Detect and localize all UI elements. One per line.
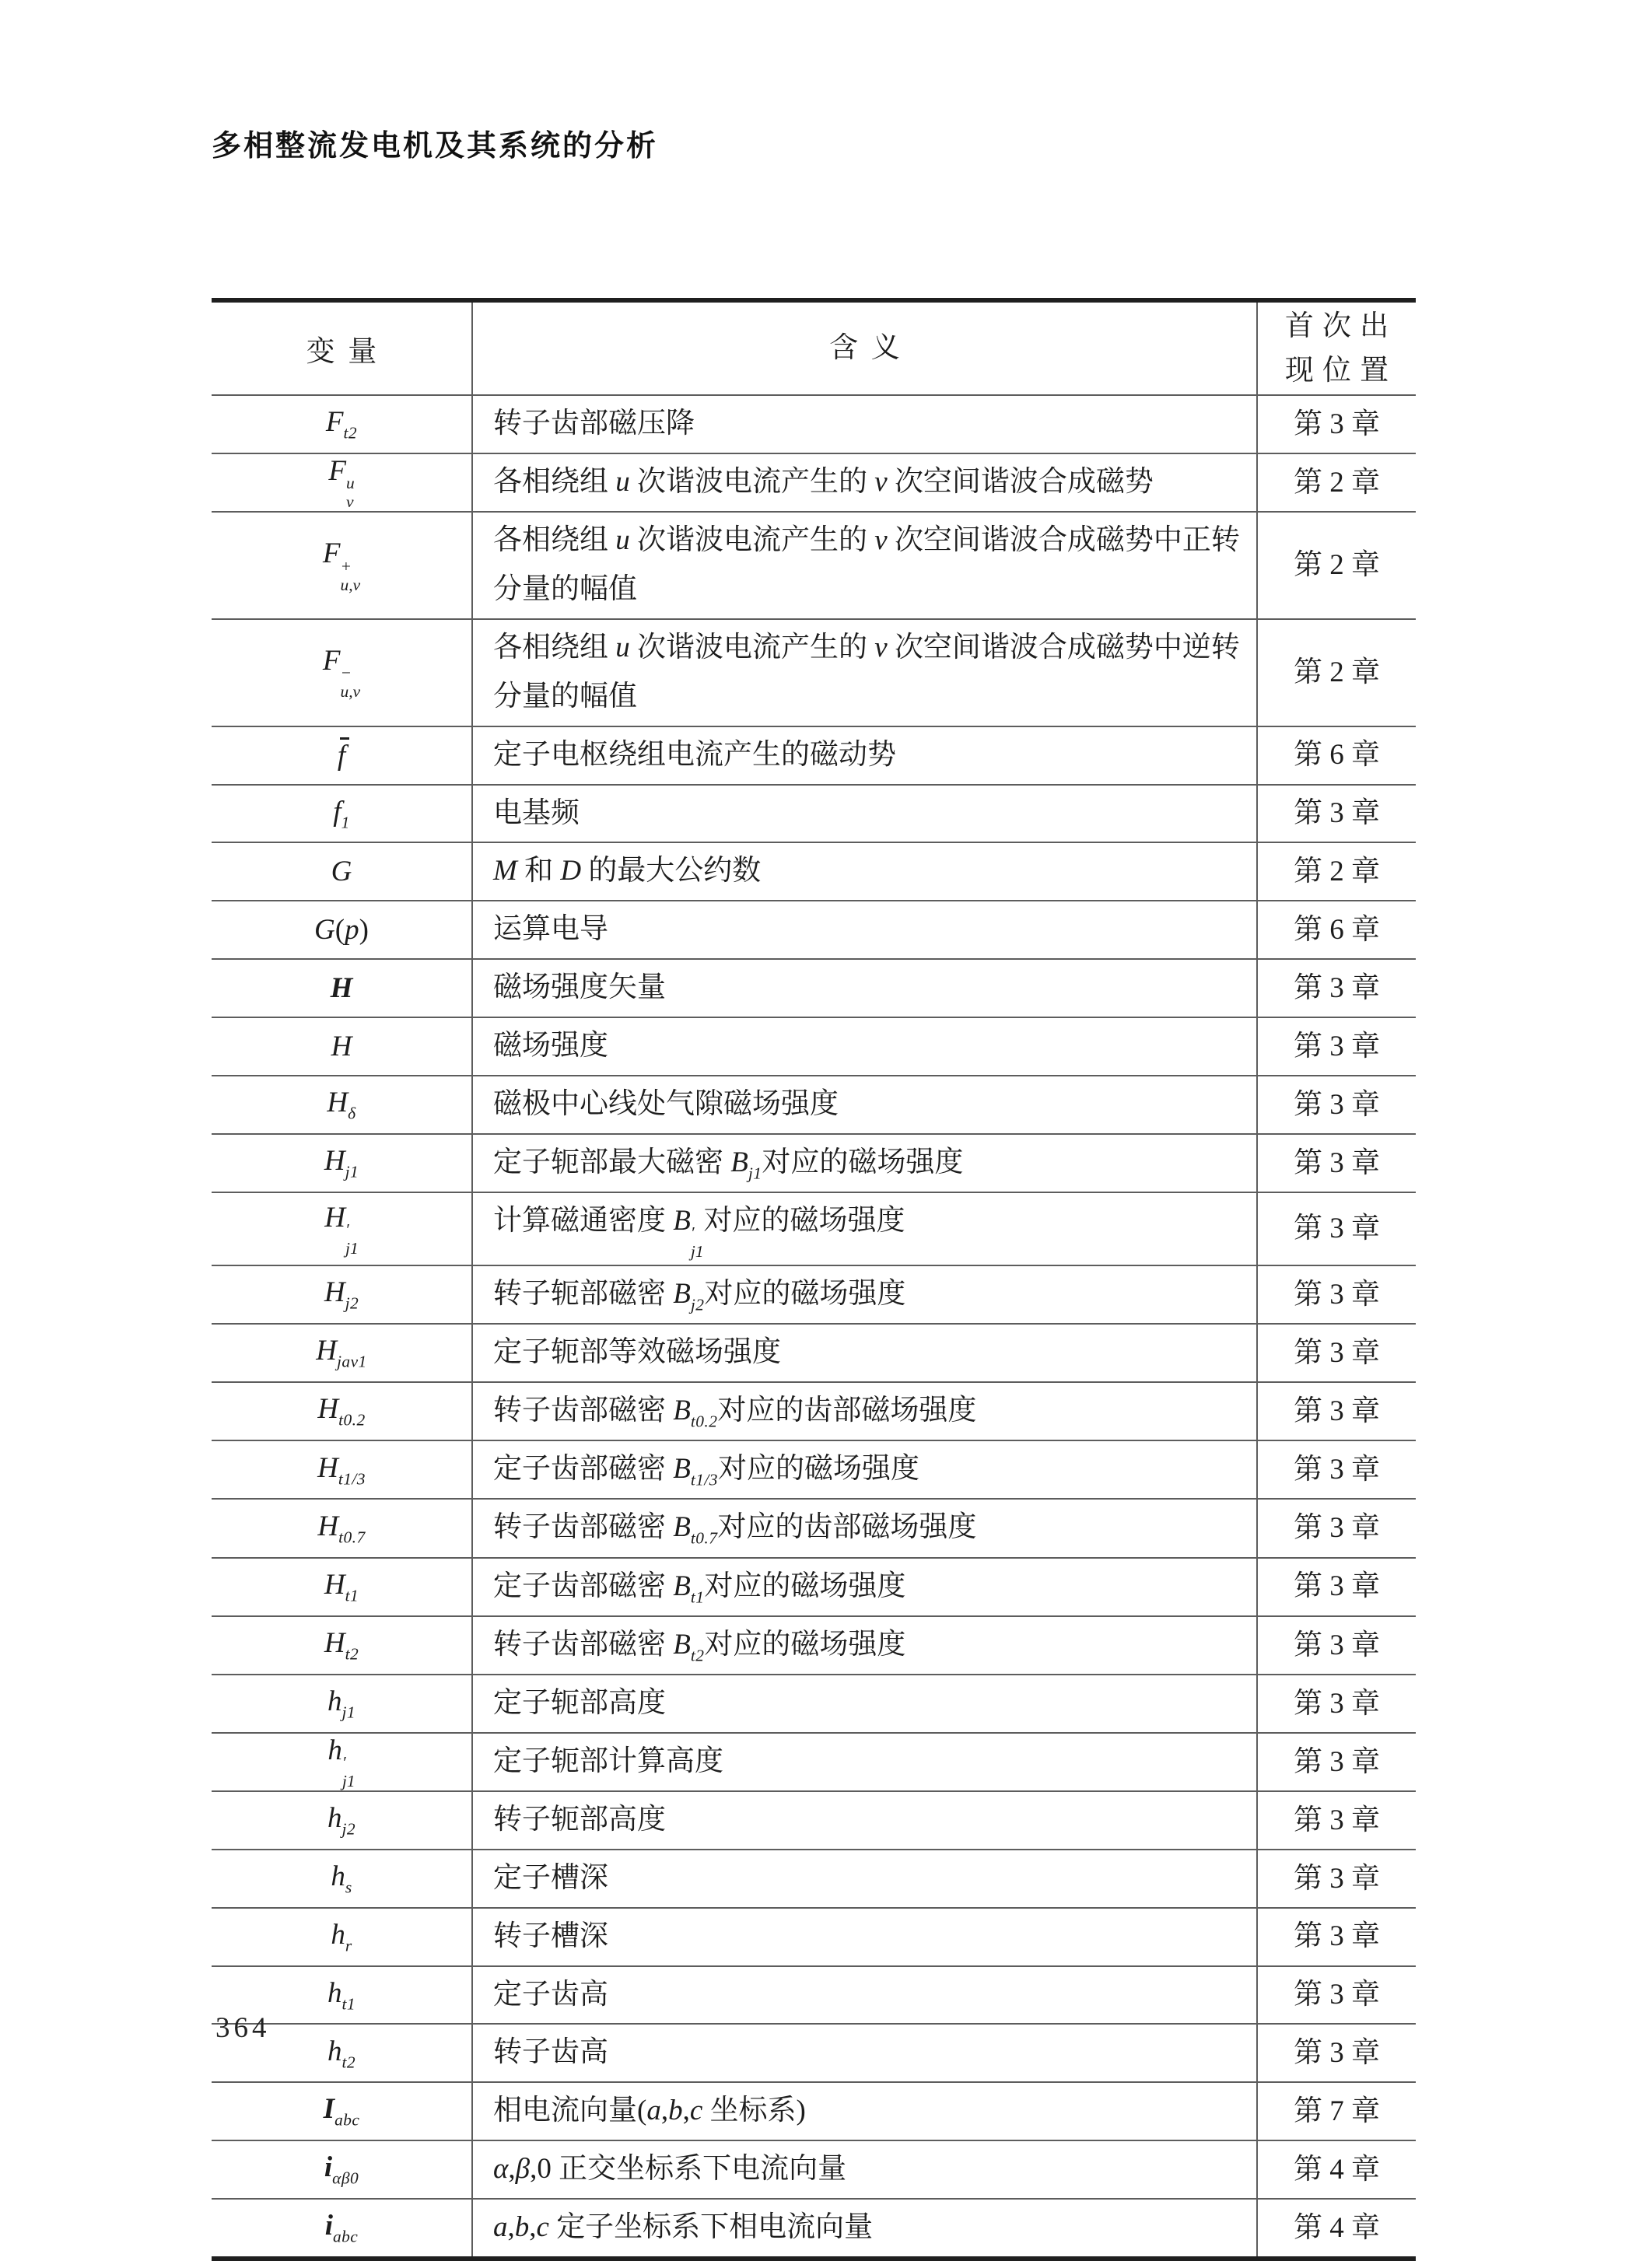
math-variable: $i_{\alpha\beta 0}$ — [324, 2151, 359, 2189]
chapter-cell: 第 3 章 — [1294, 797, 1380, 830]
chapter-cell: 第 3 章 — [1294, 1454, 1380, 1486]
variable-cell — [212, 1325, 471, 1381]
chapter-cell: 第 3 章 — [1294, 1804, 1380, 1836]
table-row — [212, 1265, 1416, 1323]
variable-cell — [212, 1266, 471, 1323]
variable-cell — [212, 901, 471, 958]
table-row — [212, 1017, 1416, 1075]
text-segment: 转子轭部高度 — [493, 1803, 666, 1836]
math-variable: $f_1$ — [333, 795, 350, 832]
variable-cell — [212, 1135, 471, 1192]
variable-cell — [212, 786, 471, 842]
table-header-variable: 变量 — [306, 336, 390, 368]
math-variable: $i_{abc}$ — [324, 2210, 359, 2246]
table-row — [212, 453, 1416, 511]
math-variable: B ′ j1 — [673, 1205, 704, 1262]
math-variable: p — [345, 914, 359, 947]
variable-cell — [212, 1500, 471, 1556]
table-header-row — [212, 303, 1416, 394]
math-variable: G — [331, 856, 352, 888]
chapter-cell: 第 4 章 — [1294, 2154, 1380, 2186]
chapter-cell: 第 3 章 — [1294, 1862, 1380, 1895]
text-segment: 转子齿部磁压降 — [493, 408, 695, 439]
math-variable: v — [874, 466, 888, 499]
text-segment: 定子电枢绕组电流产生的磁动势 — [493, 738, 896, 771]
math-variable: a — [646, 2095, 661, 2127]
text-segment: 定子齿部磁密 — [493, 1570, 674, 1602]
meaning-cell — [471, 2083, 1258, 2140]
math-variable: b — [514, 2211, 530, 2244]
text-segment: 磁极中心线处气隙磁场强度 — [493, 1087, 839, 1120]
math-variable: f — [337, 739, 346, 772]
chapter-cell: 第 2 章 — [1294, 549, 1380, 582]
table-row — [212, 2023, 1416, 2081]
math-variable: $H_{t2}$ — [324, 1626, 359, 1664]
variable-cell — [212, 727, 471, 784]
text-segment: , — [682, 2095, 690, 2127]
chapter-cell: 第 3 章 — [1294, 1337, 1380, 1370]
math-variable: $B_{j1}$ — [730, 1146, 762, 1183]
text-segment: ) — [359, 914, 369, 947]
variable-cell — [212, 843, 471, 900]
meaning-cell — [471, 1559, 1258, 1615]
text-segment: 次空间谐波合成磁势 — [887, 466, 1154, 499]
math-variable: $B_{j2}$ — [673, 1278, 705, 1314]
text-segment: 对应的磁场强度 — [703, 1205, 905, 1237]
table-row — [212, 726, 1416, 784]
chapter-cell: 第 3 章 — [1294, 1979, 1380, 2011]
meaning-cell — [471, 1617, 1258, 1674]
chapter-cell: 第 3 章 — [1294, 1030, 1380, 1062]
math-variable: $B_{t1/3}$ — [673, 1453, 718, 1489]
math-variable: $h_s$ — [331, 1860, 352, 1897]
table-row — [212, 1674, 1416, 1732]
meaning-cell — [471, 1018, 1258, 1075]
chapter-cell: 第 3 章 — [1294, 1279, 1380, 1311]
text-segment: 次空间谐波合成磁势中正转分量的幅值 — [493, 524, 1240, 605]
variable-cell — [212, 1383, 471, 1440]
math-variable: $h_{t2}$ — [327, 2035, 356, 2072]
math-variable: H — [331, 1031, 352, 1063]
table-row — [212, 1557, 1416, 1615]
table-row — [212, 958, 1416, 1017]
text-segment: 坐标系) — [702, 2095, 806, 2127]
meaning-cell — [471, 1850, 1258, 1907]
variable-cell — [212, 1850, 471, 1907]
chapter-cell: 第 3 章 — [1294, 1146, 1380, 1179]
variable-cell — [212, 396, 471, 453]
math-variable: G — [314, 914, 335, 947]
meaning-cell — [471, 1383, 1258, 1440]
variable-cell — [212, 1909, 471, 1965]
math-variable: $B_{t0.2}$ — [673, 1395, 718, 1431]
math-variable: $H_{t0.2}$ — [317, 1393, 366, 1430]
table-row — [212, 2081, 1416, 2140]
math-variable: F u v — [328, 454, 355, 512]
text-segment: 磁场强度 — [493, 1030, 608, 1062]
table-row — [212, 1498, 1416, 1556]
text-segment: 对应的齿部磁场强度 — [717, 1395, 977, 1427]
table-row — [212, 1732, 1416, 1790]
math-variable: F − u,v — [322, 645, 361, 702]
math-variable: a — [493, 2211, 508, 2244]
table-row — [212, 511, 1416, 618]
text-segment: 定子轭部计算高度 — [493, 1745, 723, 1777]
math-variable: b — [668, 2095, 683, 2127]
meaning-cell — [471, 727, 1258, 784]
text-segment: 转子槽深 — [493, 1920, 608, 1952]
meaning-cell — [471, 1500, 1258, 1556]
chapter-cell: 第 3 章 — [1294, 2037, 1380, 2070]
math-variable: $H_{j2}$ — [324, 1276, 359, 1314]
text-segment: 定子齿部磁密 — [493, 1453, 674, 1486]
variable-cell — [212, 454, 471, 511]
text-segment: 次谐波电流产生的 — [629, 631, 875, 663]
table-header-meaning: 含义 — [471, 303, 1258, 394]
variable-cell — [212, 2083, 471, 2140]
chapter-cell: 第 4 章 — [1294, 2211, 1380, 2244]
meaning-cell — [471, 843, 1258, 900]
math-variable: u — [615, 466, 630, 499]
text-segment: 各相绕组 — [493, 466, 616, 499]
chapter-cell: 第 3 章 — [1294, 971, 1380, 1004]
math-variable: β — [515, 2153, 531, 2186]
text-segment: , — [660, 2095, 669, 2127]
variable-cell — [212, 513, 471, 618]
meaning-cell — [471, 1967, 1258, 2024]
text-segment: , — [508, 2153, 516, 2186]
variable-cell — [212, 1792, 471, 1849]
chapter-cell: 第 3 章 — [1294, 1745, 1380, 1778]
chapter-cell: 第 3 章 — [1294, 1213, 1380, 1245]
table-row — [212, 1440, 1416, 1498]
chapter-cell: 第 6 章 — [1294, 914, 1380, 947]
math-variable: $B_{t2}$ — [673, 1628, 705, 1665]
meaning-cell — [471, 1193, 1258, 1265]
chapter-cell: 第 6 章 — [1294, 739, 1380, 772]
math-variable: H ′ j1 — [324, 1201, 359, 1258]
chapter-cell: 第 3 章 — [1294, 408, 1380, 440]
meaning-cell — [471, 960, 1258, 1017]
meaning-cell — [471, 1076, 1258, 1133]
math-variable: D — [560, 855, 582, 887]
variable-cell — [212, 620, 471, 726]
text-segment: 的最大公约数 — [581, 855, 762, 887]
meaning-cell — [471, 1675, 1258, 1732]
text-segment: 磁场强度矢量 — [493, 971, 666, 1004]
text-segment: 转子齿高 — [493, 2036, 608, 2069]
table-row — [212, 2140, 1416, 2198]
meaning-cell — [471, 2025, 1258, 2081]
table-row — [212, 1075, 1416, 1133]
math-variable: $I_{abc}$ — [323, 2093, 360, 2130]
table-row — [212, 1907, 1416, 1965]
table-row — [212, 1965, 1416, 2024]
meaning-cell — [471, 1909, 1258, 1965]
table-row — [212, 1790, 1416, 1849]
math-variable: $H_{j1}$ — [324, 1145, 359, 1181]
meaning-cell — [471, 1266, 1258, 1323]
math-variable: c — [536, 2211, 549, 2244]
meaning-cell — [471, 1325, 1258, 1381]
text-segment: 次谐波电流产生的 — [629, 524, 875, 557]
table-header-first-appearance: 首次出 现位置 — [1284, 310, 1398, 387]
text-segment: 对应的磁场强度 — [704, 1278, 906, 1311]
meaning-cell — [471, 1441, 1258, 1498]
variable-cell — [212, 1559, 471, 1615]
text-segment: 转子齿部磁密 — [493, 1395, 674, 1427]
page-number: 364 — [215, 2012, 271, 2044]
text-segment: 次空间谐波合成磁势中逆转分量的幅值 — [493, 631, 1240, 712]
math-variable: $H_{t1}$ — [324, 1568, 359, 1605]
text-segment: 定子轭部最大磁密 — [493, 1146, 731, 1178]
math-variable: $H_{t0.7}$ — [317, 1510, 366, 1547]
table-row — [212, 1615, 1416, 1674]
math-variable: $B_{t1}$ — [673, 1570, 705, 1607]
meaning-cell — [471, 1792, 1258, 1849]
text-segment: 对应的磁场强度 — [704, 1628, 906, 1661]
table-row — [212, 1381, 1416, 1440]
text-segment: 转子齿部磁密 — [493, 1511, 674, 1544]
variable-cell — [212, 1675, 471, 1732]
variable-cell — [212, 1018, 471, 1075]
text-segment: 和 — [517, 855, 561, 887]
chapter-cell: 第 3 章 — [1294, 1395, 1380, 1428]
variable-cell — [212, 1441, 471, 1498]
text-segment: 相电流向量( — [493, 2095, 647, 2127]
math-variable: α — [493, 2153, 509, 2186]
variable-cell — [212, 2200, 471, 2256]
text-segment: 定子轭部等效磁场强度 — [493, 1336, 781, 1369]
math-variable: v — [874, 524, 888, 557]
text-segment: 定子坐标系下相电流向量 — [548, 2211, 874, 2244]
text-segment: 各相绕组 — [493, 631, 616, 663]
math-variable: $h_{t1}$ — [327, 1976, 356, 2014]
meaning-cell — [471, 513, 1258, 618]
text-segment: 对应的磁场强度 — [704, 1570, 906, 1602]
chapter-cell: 第 3 章 — [1294, 1920, 1380, 1953]
text-segment: 各相绕组 — [493, 524, 616, 557]
chapter-cell: 第 3 章 — [1294, 1687, 1380, 1720]
math-variable: v — [874, 631, 888, 663]
text-segment: 定子齿高 — [493, 1978, 608, 2011]
table-row — [212, 842, 1416, 900]
math-variable: $h_r$ — [331, 1918, 352, 1955]
math-variable: $H_{jav1}$ — [316, 1335, 367, 1372]
variable-cell — [212, 960, 471, 1017]
text-segment: 转子轭部磁密 — [493, 1278, 674, 1311]
variable-cell — [212, 2141, 471, 2198]
math-variable: F + u,v — [322, 537, 361, 594]
meaning-cell — [471, 396, 1258, 453]
text-segment: 对应的齿部磁场强度 — [717, 1511, 977, 1544]
math-variable: c — [689, 2095, 703, 2127]
chapter-cell: 第 2 章 — [1294, 466, 1380, 499]
math-variable: $h_{j2}$ — [327, 1802, 356, 1839]
text-segment: 电基频 — [493, 796, 580, 829]
table-row — [212, 1133, 1416, 1192]
chapter-cell: 第 7 章 — [1294, 2095, 1380, 2128]
text-segment: , — [529, 2211, 537, 2244]
text-segment: 计算磁通密度 — [493, 1205, 674, 1237]
table-row — [212, 1323, 1416, 1381]
math-variable: $H_{t1/3}$ — [317, 1451, 366, 1489]
meaning-cell — [471, 1135, 1258, 1192]
table-row — [212, 1192, 1416, 1265]
chapter-cell: 第 2 章 — [1294, 656, 1380, 689]
text-segment: 对应的磁场强度 — [717, 1453, 919, 1486]
chapter-cell: 第 3 章 — [1294, 1570, 1380, 1603]
math-variable: $B_{t0.7}$ — [673, 1511, 718, 1549]
meaning-cell — [471, 2141, 1258, 2198]
table-row — [212, 394, 1416, 453]
meaning-cell — [471, 620, 1258, 726]
chapter-cell: 第 3 章 — [1294, 1629, 1380, 1661]
chapter-cell: 第 3 章 — [1294, 1088, 1380, 1121]
variable-cell — [212, 1734, 471, 1790]
math-variable: u — [615, 524, 630, 557]
table-row — [212, 900, 1416, 958]
variable-cell — [212, 1193, 471, 1265]
text-segment: ( — [334, 914, 345, 947]
table-row — [212, 618, 1416, 726]
chapter-cell: 第 2 章 — [1294, 856, 1380, 888]
text-segment: 转子齿部磁密 — [493, 1628, 674, 1661]
meaning-cell — [471, 2200, 1258, 2256]
table-row — [212, 1849, 1416, 1907]
math-variable: $H_\delta$ — [327, 1087, 356, 1123]
text-segment: 定子槽深 — [493, 1861, 608, 1894]
math-variable: h ′ j1 — [327, 1734, 355, 1790]
math-variable: $F_{t2}$ — [325, 406, 358, 443]
variable-table — [212, 298, 1416, 2261]
meaning-cell — [471, 1734, 1258, 1790]
table-row — [212, 2198, 1416, 2256]
meaning-cell — [471, 454, 1258, 511]
math-variable: $h_{j1}$ — [327, 1685, 356, 1722]
meaning-cell — [471, 901, 1258, 958]
text-segment: , — [507, 2211, 515, 2244]
text-segment: 运算电导 — [493, 913, 608, 946]
table-row — [212, 784, 1416, 842]
text-segment: 定子轭部高度 — [493, 1686, 666, 1719]
math-variable: M — [493, 855, 517, 887]
variable-cell — [212, 1076, 471, 1133]
variable-cell — [212, 1617, 471, 1674]
math-variable: u — [615, 631, 630, 663]
text-segment: 对应的磁场强度 — [762, 1146, 964, 1178]
running-header: 多相整流发电机及其系统的分析 — [212, 130, 659, 163]
meaning-cell — [471, 786, 1258, 842]
math-variable: H — [330, 972, 353, 1005]
text-segment: 次谐波电流产生的 — [629, 466, 875, 499]
chapter-cell: 第 3 章 — [1294, 1512, 1380, 1545]
text-segment: ,0 正交坐标系下电流向量 — [530, 2153, 847, 2186]
